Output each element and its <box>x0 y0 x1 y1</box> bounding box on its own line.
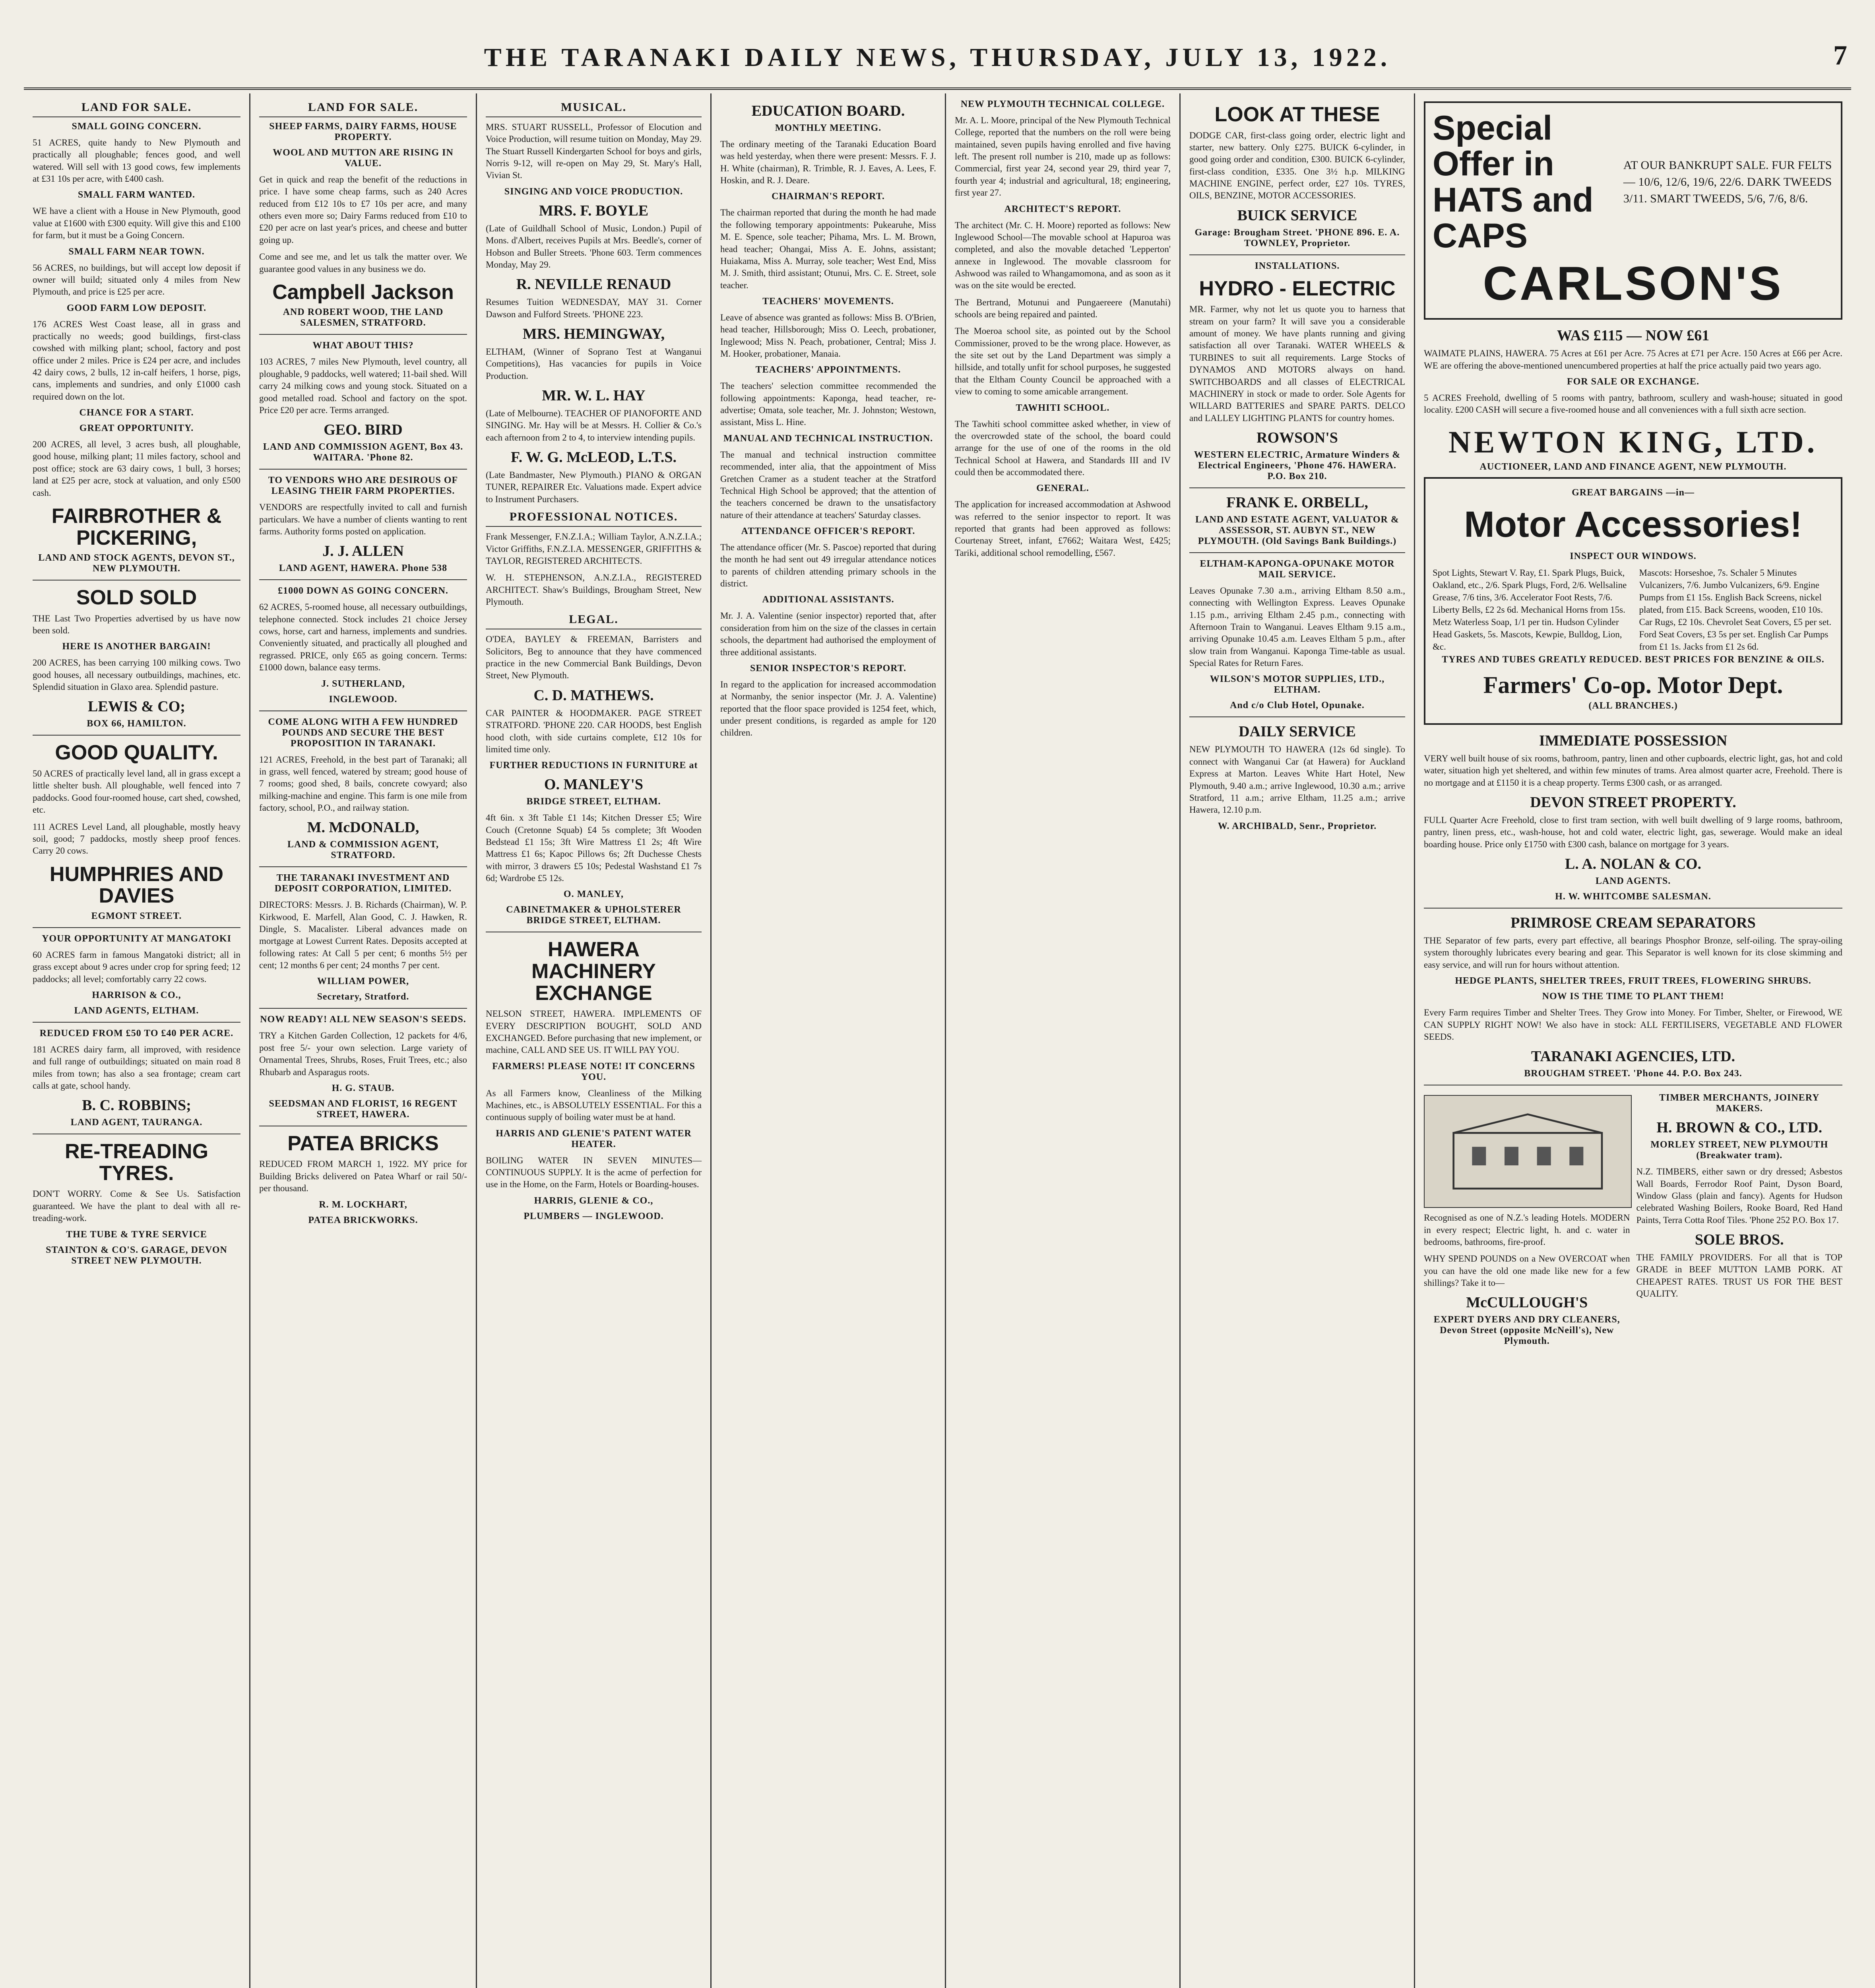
ad-text: 51 ACRES, quite handy to New Plymouth and practically all ploughable; fences good, and well watered. Will sell with 13 good cows, few implements at £31 10s per acre, with £400 cash. <box>33 138 240 184</box>
ad-heading: NOW READY! ALL NEW SEASON'S SEEDS. <box>260 1014 466 1025</box>
ad-text: (Late of Guildhall School of Music, London.) Pupil of Mons. d'Albert, receives Pupils at Mrs. Beedle's, corner of Hobson and Buller Streets. 'Phone 603. Term commences Monday, May 29. <box>486 223 702 270</box>
firm-address: LAND AND STOCK AGENTS, DEVON ST., NEW PLYMOUTH. <box>38 553 235 574</box>
ad-text: 50 ACRES of practically level land, all in grass except a little shelter bush. All ploughable, well fenced into 7 paddocks. Good four-roomed house, cart shed, cowshed, etc. <box>33 769 240 815</box>
price-list-left: Spot Lights, Stewart V. Ray, £1. Spark Plugs, Buick, Oakland, etc., 2/6. Spark Plugs, Ford, 2/6. Wellsaline Grease, 7/6 tins, 3/6. Accelerator Foot Rests, 7/6. Liberty Bells, £2 2s 6d. Mechanical Horns from 15s. Metz Waterless Soap, 1/1 per tin. Hudson Cylinder Head Gaskets, 5s. Mascots, Kewpie, Bulldog, Lion, &c. <box>1433 567 1627 652</box>
article-subhead: TAWHITI SCHOOL. <box>1016 402 1110 413</box>
column-7 <box>1415 93 1851 1988</box>
special-offer-headline: Special Offer in HATS and CAPS <box>1433 109 1594 255</box>
ad-text: 5 ACRES Freehold, dwelling of 5 rooms with pantry, bathroom, scullery and wash-house; situated in good locality. £200 CASH will secure a five-roomed house and all conveniences with a full sixth acre section. <box>1424 392 1842 415</box>
hotel-illustration <box>1424 1095 1632 1208</box>
firm-name: O. MANLEY, <box>563 889 624 900</box>
firm-name: MRS. F. BOYLE <box>539 202 649 219</box>
article-text: The architect (Mr. C. H. Moore) reported as follows: New Inglewood School—The movable school at Hapuroa was completed, and also the movable detached 'Lepperton' annexe in Inglewood. The movable classroom for Ashwood was railed to Whangamomona, and as soon as it was on the site would be erected. <box>955 220 1171 291</box>
ad-headline: SOLD SOLD <box>76 586 197 610</box>
newspaper-title: THE TARANAKI DAILY NEWS, THURSDAY, JULY 13, 1922. <box>484 43 1391 72</box>
ad-heading: GREAT OPPORTUNITY. <box>79 423 194 434</box>
firm-name: B. C. ROBBINS; <box>82 1097 191 1114</box>
firm-name: O. MANLEY'S <box>544 776 644 793</box>
ad-text: ELTHAM, (Winner of Soprano Test at Wanganui Competitions), Has vacancies for pupils in Voice Production. <box>486 346 702 381</box>
firm-address: STAINTON & CO'S. GARAGE, DEVON STREET NEW PLYMOUTH. <box>46 1244 227 1266</box>
ad-heading: FARMERS! PLEASE NOTE! IT CONCERNS YOU. <box>492 1061 695 1082</box>
carlsons-ad <box>1424 101 1842 320</box>
divider <box>33 927 240 928</box>
ad-heading: SMALL GOING CONCERN. <box>72 121 202 132</box>
ad-heading: HERE IS ANOTHER BARGAIN! <box>62 641 211 652</box>
ad-text: 103 ACRES, 7 miles New Plymouth, level country, all ploughable, 9 paddocks, well watered; 11-bail shed. Will carry 24 milking cows and young stock. Situated on a good metalled road. School and factory on the spot. Price £20 per acre. Terms arranged. <box>259 357 467 415</box>
divider <box>1424 908 1842 909</box>
article-subhead: MANUAL AND TECHNICAL INSTRUCTION. <box>723 433 933 444</box>
ad-text: CAR PAINTER & HOODMAKER. PAGE STREET STRATFORD. 'PHONE 220. CAR HOODS, best English hood cloth, with side curtains complete, £12 10s for limited time only. <box>486 708 702 754</box>
ad-heading: TO VENDORS WHO ARE DESIROUS OF LEASING THEIR FARM PROPERTIES. <box>268 475 458 497</box>
columns <box>24 93 1851 1988</box>
ad-text: (Late of Melbourne). TEACHER OF PIANOFORTE AND SINGING. Mr. Hay will be at Messrs. H. Collier & Co.'s each afternoon from 2 to 4, to interview intending pupils. <box>486 408 702 443</box>
article-text: Mr. A. L. Moore, principal of the New Plymouth Technical College, reported that the numbers on the roll were being maintained, seven pupils having enrolled and five having left. The present roll number is 210, made up as follows: Commercial, first year 24, second year 29, third year 7, fourth year 4; industrial and agricultural, 18; engineering, first year 27. <box>955 115 1171 198</box>
ad-headline: LOOK AT THESE <box>1214 103 1380 126</box>
ad-heading: YOUR OPPORTUNITY AT MANGATOKI <box>42 933 231 944</box>
ad-text: Come and see me, and let us talk the matter over. We guarantee good values in any business we do. <box>259 252 467 274</box>
ad-text: THE FAMILY PROVIDERS. For all that is TOP GRADE in BEEF MUTTON LAMB PORK. AT CHEAPEST RATES. TRUST US FOR THE BEST QUALITY. <box>1636 1252 1842 1299</box>
ad-text: Leaves Opunake 7.30 a.m., arriving Eltham 8.50 a.m., connecting with Wellington Express. Leaves Opunake 1.15 p.m., arriving Eltham 2.45 p.m., connecting with Afternoon Train to Wanganui. Leaves Eltham 9.15 a.m., arriving Opunake 10.45 a.m. Leaves Eltham 5 p.m., after slow train from Wanganui. Kaponga Time-table as usual. Special Rates for Return Fares. <box>1189 585 1405 668</box>
firm-name: LEWIS & CO; <box>88 698 185 715</box>
firm-address: LAND AGENT, HAWERA. Phone 538 <box>279 563 448 574</box>
firm-name: SOLE BROS. <box>1695 1231 1784 1248</box>
ad-text: MRS. STUART RUSSELL, Professor of Elocution and Voice Production, will resume tuition on Monday, May 29. The Stuart Russell Kindergarten School for boys and girls, Norris 9-12, will re-open on May 29, St. Mary's Hall, Vivian St. <box>486 122 702 181</box>
ad-heading: TIMBER MERCHANTS, JOINERY MAKERS. <box>1659 1093 1820 1114</box>
column-4 <box>712 93 946 1988</box>
divider <box>33 735 240 736</box>
divider <box>259 866 467 867</box>
divider <box>33 1022 240 1023</box>
ad-text: Get in quick and reap the benefit of the reductions in price. I have some cheap farms, such as 240 Acres reduced from £12 10s to £7 10s per acre, and many others even more so; Dairy Farms reduced from £10 to £20 per acre on last year's prices, and cheese and butter going up. <box>259 175 467 245</box>
article-text: The application for increased accommodation at Ashwood was referred to the senior inspector to report. It was reported that grants had been approved as follows: Courtenay Street, infant, £7662; Waitara West, £425; Tariki, additional school remodelling, £567. <box>955 499 1171 558</box>
article-subhead: ADDITIONAL ASSISTANTS. <box>762 594 894 605</box>
ad-heading: ELTHAM-KAPONGA-OPUNAKE MOTOR MAIL SERVICE. <box>1200 558 1395 580</box>
ad-headline: IMMEDIATE POSSESSION <box>1539 732 1728 749</box>
ad-text: 111 ACRES Level Land, all ploughable, mostly heavy soil, good; 7 paddocks, mostly sheep proof fences. Carry 20 cows. <box>33 821 240 856</box>
ad-text: DON'T WORRY. Come & See Us. Satisfaction guaranteed. We have the plant to deal with all re-treading-work. <box>33 1189 240 1223</box>
firm-name: McCULLOUGH'S <box>1466 1294 1588 1311</box>
divider <box>259 469 467 470</box>
ad-text: 4ft 6in. x 3ft Table £1 14s; Kitchen Dresser £5; Wire Couch (Cretonne Squab) £4 5s complete; 3ft Wooden Bedstead £1 15s; 3ft Wire Mattress £1 2s; 4ft Wire Mattress £1 6s; Kapoc Pillows 6s; 2ft Duchesse Chests with mirror, 3 drawers £5 10s; Pedestal Washstand £1 7s 6d; Wardrobe £5 12s. <box>486 813 702 883</box>
ad-headline: PATEA BRICKS <box>287 1132 439 1155</box>
ad-headline: Motor Accessories! <box>1464 504 1802 545</box>
ad-heading: GREAT BARGAINS —in— <box>1572 487 1695 498</box>
article-text: The Tawhiti school committee asked whether, in view of the overcrowded state of the school, the board could arrange for the use of one of the rooms in the old Technical School at Hawera, and Standards III and IV could then be accommodated there. <box>955 419 1171 477</box>
article-subhead: TEACHERS' MOVEMENTS. <box>762 296 894 307</box>
ad-headline: GOOD QUALITY. <box>55 741 218 765</box>
ad-heading: FURTHER REDUCTIONS IN FURNITURE at <box>489 760 698 771</box>
ad-heading: £1000 DOWN AS GOING CONCERN. <box>278 586 448 596</box>
ad-text: Frank Messenger, F.N.Z.I.A.; William Taylor, A.N.Z.I.A.; Victor Griffiths, F.N.Z.I.A. MESSENGER, GRIFFITHS & TAYLOR, REGISTERED ARCHITECTS. <box>486 532 702 566</box>
ad-text: 200 ACRES, has been carrying 100 milking cows. Two good houses, all necessary outbuildings, machines, etc. Splendid situation in Glaxo area. Splendid pasture. <box>33 658 240 692</box>
firm-address: And c/o Club Hotel, Opunake. <box>1230 700 1365 711</box>
firm-address: AUCTIONEER, LAND AND FINANCE AGENT, NEW PLYMOUTH. <box>1479 461 1787 472</box>
firm-address: LAND AGENTS, ELTHAM. <box>74 1005 199 1016</box>
section-header: LEGAL. <box>486 613 702 629</box>
firm-address: LAND AND ESTATE AGENT, VALUATOR & ASSESSOR, ST. AUBYN ST., NEW PLYMOUTH. (Old Savings Bank Buildings.) <box>1195 514 1399 546</box>
ad-heading: SMALL FARM WANTED. <box>78 190 196 200</box>
firm-name: HARRIS, GLENIE & CO., <box>534 1195 653 1206</box>
article-subhead: CHAIRMAN'S REPORT. <box>772 191 885 202</box>
firm-name: HYDRO - ELECTRIC <box>1199 277 1396 300</box>
ad-heading: SINGING AND VOICE PRODUCTION. <box>504 186 683 197</box>
ad-text: DODGE CAR, first-class going order, electric light and starter, new battery. Only £275. BUICK 6-cylinder, in good going order and condition, £300. BUICK 6-cylinder, first-class condition, £335. One 3½ h.p. MILKING MACHINE ENGINE, perfect order, £27 10s. TYRES, OILS, BENZINE, MOTOR ACCESSORIES. <box>1189 130 1405 201</box>
firm-name: FAIRBROTHER & PICKERING, <box>51 504 222 549</box>
firm-name: MRS. HEMINGWAY, <box>522 325 665 342</box>
lower-right-ads <box>1637 1091 1843 1351</box>
lower-ads <box>1424 1091 1842 1351</box>
ad-text: VENDORS are respectfully invited to call and furnish particulars. We have a number of clients wanting to rent farms. Authority forms posted on application. <box>259 502 467 536</box>
ad-text: BOILING WATER IN SEVEN MINUTES—CONTINUOUS SUPPLY. It is the acme of perfection for use in the Home, on the Farm, Hotels or Boarding-houses. <box>486 1155 702 1190</box>
special-offer-prices: AT OUR BANKRUPT SALE. FUR FELTS— 10/6, 12/6, 19/6, 22/6. DARK TWEEDS 3/11. SMART TWEEDS, 5/6, 7/6, 8/6. <box>1623 158 1832 205</box>
firm-address: Secretary, Stratford. <box>317 992 409 1002</box>
ad-text: 62 ACRES, 5-roomed house, all necessary outbuildings, telephone connected. Stock includes 21 choice Jersey cows, horse, cart and harness, implements and sundries. Conveniently situated, and practically all ploughed and regrassed. PRICE, only £65 as going concern. Terms: £1000 down, balance easy terms. <box>259 602 467 673</box>
article-subhead: MONTHLY MEETING. <box>775 123 882 133</box>
ad-text: THE Separator of few parts, every part effective, all bearings Phosphor Bronze, self-oiling. The spray-oiling system thoroughly lubricates every bearing and gear. This Separator is well known for its close skimming and easy service, and will run for hours without attention. <box>1424 936 1842 970</box>
section-header: PROFESSIONAL NOTICES. <box>486 510 702 527</box>
firm-address: CABINETMAKER & UPHOLSTERER BRIDGE STREET, ELTHAM. <box>506 905 681 926</box>
ad-text: Resumes Tuition WEDNESDAY, MAY 31. Corner Dawson and Fulford Streets. 'PHONE 223. <box>486 297 702 319</box>
firm-address: BOX 66, HAMILTON. <box>87 718 186 729</box>
ad-text: NEW PLYMOUTH TO HAWERA (12s 6d single). To connect with Wanganui Car (at Hawera) for Auckland Express at Marton. Leaves White Hart Hotel, New Plymouth, 9.40 a.m.; arrive Inglewood, 10.30 a.m.; arrive Stratford, 11 a.m.; arrive Eltham, 11.25 a.m.; arrive Hawera, 12.10 p.m. <box>1189 744 1405 815</box>
ad-heading: NOW IS THE TIME TO PLANT THEM! <box>1542 991 1724 1002</box>
firm-staff: H. W. WHITCOMBE SALESMAN. <box>1555 891 1711 902</box>
firm-name: NEWTON KING, LTD. <box>1448 424 1818 459</box>
firm-name: C. D. MATHEWS. <box>533 687 654 704</box>
price-list <box>1433 567 1834 653</box>
firm-address: BROUGHAM STREET. 'Phone 44. P.O. Box 243. <box>1524 1068 1742 1079</box>
article-headline: EDUCATION BOARD. <box>751 103 905 119</box>
ad-heading: INSTALLATIONS. <box>1255 260 1340 271</box>
firm-address: INGLEWOOD. <box>329 694 397 705</box>
firm-name: WILSON'S MOTOR SUPPLIES, LTD., ELTHAM. <box>1210 674 1385 695</box>
firm-address: PATEA BRICKWORKS. <box>308 1215 418 1225</box>
firm-address: LAND & COMMISSION AGENT, STRATFORD. <box>287 839 439 861</box>
article-text: The manual and technical instruction committee recommended, inter alia, that the appointment of Miss Gretchen Cramer as a student teacher at the Stratford Technical High School be approved; that the attention of the teachers concerned be drawn to the unsatisfactory nature of their attendance at teachers' Saturday classes. <box>720 449 936 520</box>
ad-text: NELSON STREET, HAWERA. IMPLEMENTS OF EVERY DESCRIPTION BOUGHT, SOLD AND EXCHANGED. Before purchasing that new implement, or machine, CALL AND SEE US. IT WILL PAY YOU. <box>486 1009 702 1055</box>
firm-address: (ALL BRANCHES.) <box>1588 700 1678 711</box>
ad-heading: WHAT ABOUT THIS? <box>312 340 414 351</box>
ad-text: (Late Bandmaster, New Plymouth.) PIANO & ORGAN TUNER, REPAIRER Etc. Valuations made. Expert advice to Instrument Purchasers. <box>486 470 702 504</box>
masthead <box>24 28 1851 90</box>
divider <box>1189 552 1405 553</box>
firm-name: R. NEVILLE RENAUD <box>516 276 671 293</box>
ad-heading: GOOD FARM LOW DEPOSIT. <box>66 303 207 313</box>
article-text: In regard to the application for increased accommodation at Normanby, the senior inspector (Mr. J. A. Valentine) reported that the floor space provided is 1254 feet, which, under present conditions, is regarded as ample for 120 children. <box>720 679 936 738</box>
firm-address: EXPERT DYERS AND DRY CLEANERS, Devon Street (opposite McNeill's), New Plymouth. <box>1433 1314 1620 1347</box>
firm-name: HARRIS AND GLENIE'S PATENT WATER HEATER. <box>496 1128 692 1149</box>
article-text: The teachers' selection committee recommended the following appointments: Kaponga, head teacher, re-advertise; Omata, sole teacher, Mr. J. Johnston; Westown, assistant, Miss L. Hine. <box>720 381 936 427</box>
special-offer <box>1433 110 1834 254</box>
firm-name: HARRISON & CO., <box>92 990 181 1000</box>
ad-text: 56 ACRES, no buildings, but will accept low deposit if owner will build; situated only 4 miles from New Plymouth, and price is £25 per acre. <box>33 262 240 297</box>
firm-address: LAND AGENT, TAURANGA. <box>70 1117 203 1128</box>
firm-name: MR. W. L. HAY <box>542 387 646 404</box>
article-subhead: ATTENDANCE OFFICER'S REPORT. <box>741 526 915 536</box>
article-subhead: NEW PLYMOUTH TECHNICAL COLLEGE. <box>960 99 1165 109</box>
firm-name: W. ARCHIBALD, Senr., Proprietor. <box>1218 821 1377 831</box>
firm-address: SEEDSMAN AND FLORIST, 16 REGENT STREET, HAWERA. <box>269 1098 458 1120</box>
firm-name: F. W. G. McLEOD, L.T.S. <box>510 449 677 466</box>
firm-name: H. BROWN & CO., LTD. <box>1656 1119 1823 1136</box>
firm-name: GEO. BIRD <box>324 421 403 439</box>
firm-name: M. McDONALD, <box>307 819 419 836</box>
firm-name: FRANK E. ORBELL, <box>1226 494 1368 511</box>
firm-name: Farmers' Co-op. Motor Dept. <box>1483 672 1783 698</box>
ad-heading: WOOL AND MUTTON ARE RISING IN VALUE. <box>273 148 454 169</box>
firm-name: J. J. ALLEN <box>322 543 404 560</box>
ad-text: 176 ACRES West Coast lease, all in grass and practically no weeds; good buildings, first-class cowshed with milking plant; school, factory and post office under 2 miles. Price is £24 per acre, and includes 42 dairy cows, 2 bulls, 12 in-calf heifers, 1 horse, pigs, cans, implements and sundries, and only £1000 cash required down on the lot. <box>33 319 240 402</box>
firm-address: MORLEY STREET, NEW PLYMOUTH (Breakwater tram). <box>1650 1140 1828 1161</box>
article-text: Leave of absence was granted as follows: Miss B. O'Brien, head teacher, Hillsborough; Miss O. Leech, probationer, Inglewood; Miss N. Peach, probationer, Central; Miss J. M. Hooker, probationer, Manaia. <box>720 312 936 359</box>
firm-address: LAND AGENTS. <box>1595 876 1671 887</box>
firm-name: THE TARANAKI INVESTMENT AND DEPOSIT CORPORATION, LIMITED. <box>274 873 452 894</box>
ad-text: WHY SPEND POUNDS on a New OVERCOAT when you can have the old one made like new for a few shillings? Take it to— <box>1424 1254 1630 1288</box>
firm-name: R. M. LOCKHART, <box>319 1199 407 1210</box>
ad-text: TRY a Kitchen Garden Collection, 12 packets for 4/6, post free 5/- your own selection. Large variety of Ornamental Trees, Shrubs, Roses, Fruit Trees, etc.; also Rhubarb and Asparagus roots. <box>259 1031 467 1077</box>
column-2 <box>250 93 477 1988</box>
firm-address: LAND AND COMMISSION AGENT, Box 43. WAITARA. 'Phone 82. <box>263 442 463 463</box>
firm-name: ROWSON'S <box>1256 429 1338 446</box>
ad-text: Recognised as one of N.Z.'s leading Hotels. MODERN in every respect; Electric light, h. and c. water in bedrooms, bathrooms, fire-proof. <box>1424 1213 1630 1247</box>
divider <box>1189 487 1405 488</box>
firm-name: THE TUBE & TYRE SERVICE <box>66 1229 207 1240</box>
firm-name: TARANAKI AGENCIES, LTD. <box>1531 1048 1735 1065</box>
ad-text: VERY well built house of six rooms, bathroom, pantry, linen and other cupboards, electric light, gas, hot and cold water, situation high yet sheltered, and within few minutes of trams. Area almost quarter acre, Freehold. There is no mortgage and at £1150 it is a cheap property. Terms £300 cash, or as arranged. <box>1424 753 1842 788</box>
ad-heading: HEDGE PLANTS, SHELTER TREES, FRUIT TREES, FLOWERING SHRUBS. <box>1455 976 1811 986</box>
firm-address: EGMONT STREET. <box>91 911 182 921</box>
ad-text: O'DEA, BAYLEY & FREEMAN, Barristers and Solicitors, Beg to announce that they have commenced practice in the new Commercial Bank Buildings, Devon Street, New Plymouth. <box>486 634 702 681</box>
column-1 <box>24 93 250 1988</box>
ad-text: N.Z. TIMBERS, either sawn or dry dressed; Asbestos Wall Boards, Ferrodor Roof Paint, Dyson Board, Window Glass (plain and fancy). Agents for Hudson celebrated Washing Boilers, Rooke Board, Red Hand Paints, Terra Cotta Roof Tiles. 'Phone 252 P.O. Box 17. <box>1636 1167 1842 1225</box>
firm-name: J. SUTHERLAND, <box>321 678 405 689</box>
article-text: The chairman reported that during the month he had made the following temporary appointments: Pukearuhe, Miss M. E. Spence, sole teacher; Pihama, Mrs. L. M. Brown, head teacher; Ohangai, Miss A. E. Johns, assistant; Huiakama, Miss A. Murray, sole teacher; West End, Miss M. J. Smith, third assistant; Otunui, Mrs. C. E. Street, sole teacher. <box>720 208 936 290</box>
firm-address: AND ROBERT WOOD, THE LAND SALESMEN, STRATFORD. <box>283 307 444 328</box>
firm-name: DAILY SERVICE <box>1239 723 1356 740</box>
article-subhead: ARCHITECT'S REPORT. <box>1004 204 1121 214</box>
article-subhead: SENIOR INSPECTOR'S REPORT. <box>750 663 907 674</box>
ad-text: 200 ACRES, all level, 3 acres bush, all ploughable, good house, milking plant; 11 miles factory, school and post office; stock are 63 dairy cows, 1 bull, 3 horses; land at £25 per acre, stock at valuation, and only £500 cash. <box>33 439 240 498</box>
column-5 <box>946 93 1181 1988</box>
ad-headline: DEVON STREET PROPERTY. <box>1530 794 1736 811</box>
ad-text: 181 ACRES dairy farm, all improved, with residence and full range of outbuildings; situated on main road 8 miles from town; has also a sea frontage; cream cart calls at gate, school handy. <box>33 1044 240 1091</box>
ad-heading: FOR SALE OR EXCHANGE. <box>1567 376 1700 387</box>
ad-text: WAIMATE PLAINS, HAWERA. 75 Acres at £61 per Acre. 75 Acres at £71 per Acre. 150 Acres at £66 per Acre. WE are offering the above-mentioned unencumbered properties at half the price actually paid two years ago. <box>1424 348 1842 371</box>
ad-headline: WAS £115 — NOW £61 <box>1557 327 1710 344</box>
ad-text: MR. Farmer, why not let us quote you to harness that stream on your farm? It will save you a considerable amount of money. We have plants running and giving satisfaction all over Taranaki. WATER WHEELS & TURBINES to suit all requirements. Large Stocks of DYNAMOS AND MOTORS always on hand. SWITCHBOARDS and all classes of ELECTRICAL MACHINERY in stock or made to order. Sole Agents for WILLARD BATTERIES and SPARE PARTS. DELCO and LALLEY LIGHTING PLANTS for country homes. <box>1189 304 1405 423</box>
firm-address: WESTERN ELECTRIC, Armature Winders & Electrical Engineers, 'Phone 476. HAWERA. P.O. Box 210. <box>1194 449 1401 481</box>
ad-text: 60 ACRES farm in famous Mangatoki district; all in grass except about 9 acres under crop for spring feed; 12 paddocks; all level; comfortably carry 22 cows. <box>33 949 240 984</box>
divider <box>259 1008 467 1009</box>
article-text: The attendance officer (Mr. S. Pascoe) reported that during the month he had sent out 49 irregular attendance notices to parents of children attending primary schools in the district. <box>720 542 936 589</box>
ad-text: THE Last Two Properties advertised by us have now been sold. <box>33 613 240 636</box>
firm-name: L. A. NOLAN & CO. <box>1565 856 1702 873</box>
page-number: 7 <box>1833 40 1847 71</box>
section-header: LAND FOR SALE. <box>33 101 240 117</box>
column-3 <box>477 93 712 1988</box>
firm-name: H. G. STAUB. <box>332 1083 395 1093</box>
ad-headline: RE-TREADING TYRES. <box>64 1140 209 1185</box>
ad-heading: INSPECT OUR WINDOWS. <box>1570 551 1697 561</box>
ad-text: As all Farmers know, Cleanliness of the Milking Machines, etc., is ABSOLUTELY ESSENTIAL. For this a continuous supply of boiling water must be at hand. <box>486 1088 702 1122</box>
divider <box>1189 716 1405 717</box>
ad-text: W. H. STEPHENSON, A.N.Z.I.A., REGISTERED ARCHITECT. Shaw's Buildings, Brougham Street, New Plymouth. <box>486 573 702 607</box>
ad-text: REDUCED FROM MARCH 1, 1922. MY price for Building Bricks delivered on Patea Wharf or rail 50/- per thousand. <box>259 1159 467 1194</box>
ad-heading: SMALL FARM NEAR TOWN. <box>68 246 205 257</box>
article-text: The ordinary meeting of the Taranaki Education Board was held yesterday, when there were present: Messrs. F. J. H. White (chairman), R. Trimble, R. J. Eaves, A. Lees, F. Hoskin, and R. J. Deare. <box>720 139 936 186</box>
ad-heading: SHEEP FARMS, DAIRY FARMS, HOUSE PROPERTY. <box>269 121 457 142</box>
ad-heading: REDUCED FROM £50 TO £40 PER ACRE. <box>39 1028 234 1039</box>
column-6 <box>1181 93 1415 1988</box>
firm-address: BRIDGE STREET, ELTHAM. <box>526 796 661 807</box>
article-text: The Moeroa school site, as pointed out by the School Commissioner, proved to be the wrong place. However, as the site set out by the Land Department was simply a hillside, and totally unfit for school purposes, he suggested that the Eltham County Council be approached with a view to coming to some amicable arrangement. <box>955 326 1171 397</box>
article-subhead: GENERAL. <box>1036 483 1089 494</box>
firm-name: CARLSON'S <box>1483 257 1784 311</box>
firm-address: PLUMBERS — INGLEWOOD. <box>524 1211 664 1221</box>
divider <box>1189 254 1405 255</box>
ad-text: Every Farm requires Timber and Shelter Trees. They Grow into Money. For Timber, Shelter, or Firewood, WE CAN SUPPLY RIGHT NOW! We also have in stock: ALL FERTILISERS, VEGETABLE AND FLOWER SEEDS. <box>1424 1008 1842 1042</box>
firm-address: Garage: Brougham Street. 'PHONE 896. E. A. TOWNLEY, Proprietor. <box>1194 227 1400 248</box>
price-list-right: Mascots: Horseshoe, 7s. Schaler 5 Minutes Vulcanizers, 7/6. Jumbo Vulcanizers, 6/9. Engine Pumps from £1 15s. English Back Screens, nickel plated, from £15. Back Screens, wooden, £10 10s. Car Rugs, £2 10s. Chevrolet Seat Covers, £5 per set. Ford Seat Covers, £3 5s per set. English Car Pumps from £1 1s. Jacks from £1 2s 6d. <box>1639 567 1832 652</box>
ad-text: FULL Quarter Acre Freehold, close to first tram section, with well built dwelling of 9 large rooms, bathroom, pantry, linen press, etc., wash-house, hot and cold water, electric light, gas, sewerage. Would make an ideal boarding house. Price only £1750 with £300 cash, balance on mortgage for 3 years. <box>1424 815 1842 849</box>
firm-name: HUMPHRIES AND DAVIES <box>49 862 224 908</box>
firm-name: BUICK SERVICE <box>1237 207 1357 224</box>
article-subhead: TEACHERS' APPOINTMENTS. <box>755 365 901 375</box>
building-icon <box>1435 1104 1621 1199</box>
ad-headline: HAWERA MACHINERY EXCHANGE <box>531 938 656 1005</box>
firm-name: Campbell Jackson <box>272 280 454 304</box>
lower-left-ads <box>1424 1091 1630 1351</box>
ad-heading: COME ALONG WITH A FEW HUNDRED POUNDS AND SECURE THE BEST PROPOSITION IN TARANAKI. <box>268 716 458 749</box>
ad-text: 121 ACRES, Freehold, in the best part of Taranaki; all in grass, well fenced, watered by stream; good house of 7 rooms; good shed, 8 bails, concrete cowyard; also milking-machine and engine. This farm is one mile from factory, school, P.O., and railway station. <box>259 754 467 813</box>
motor-accessories-ad <box>1424 477 1842 725</box>
ad-text: WE have a client with a House in New Plymouth, good value at £1600 with £300 equity. Will give this and £100 for farm, but it must be a Going Concern. <box>33 206 240 241</box>
ad-heading: TYRES AND TUBES GREATLY REDUCED. BEST PRICES FOR BENZINE & OILS. <box>1442 654 1825 665</box>
section-header: MUSICAL. <box>486 101 702 117</box>
ad-heading: CHANCE FOR A START. <box>79 408 194 418</box>
article-text: The Bertrand, Motunui and Pungaereere (Manutahi) schools are being repaired and painted. <box>955 297 1171 320</box>
firm-name: WILLIAM POWER, <box>317 976 409 987</box>
article-text: Mr. J. A. Valentine (senior inspector) reported that, after consideration from him on the size of the classes in certain schools, the department had authorised the employment of three additional assistants. <box>720 611 936 657</box>
ad-headline: PRIMROSE CREAM SEPARATORS <box>1510 914 1756 932</box>
section-header: LAND FOR SALE. <box>259 101 467 117</box>
ad-text: DIRECTORS: Messrs. J. B. Richards (Chairman), W. P. Kirkwood, E. Marfell, Alan Good, C. J. Hawken, R. Dingle, S. Macalister. Liberal advances made on mortgage at Lowest Current Rates. Deposits accepted at following rates: At Call 5 per cent; 6 months 5½ per cent; 12 months 6 per cent; 24 months 7 per cent. <box>259 900 467 971</box>
divider <box>259 334 467 335</box>
divider <box>259 579 467 580</box>
